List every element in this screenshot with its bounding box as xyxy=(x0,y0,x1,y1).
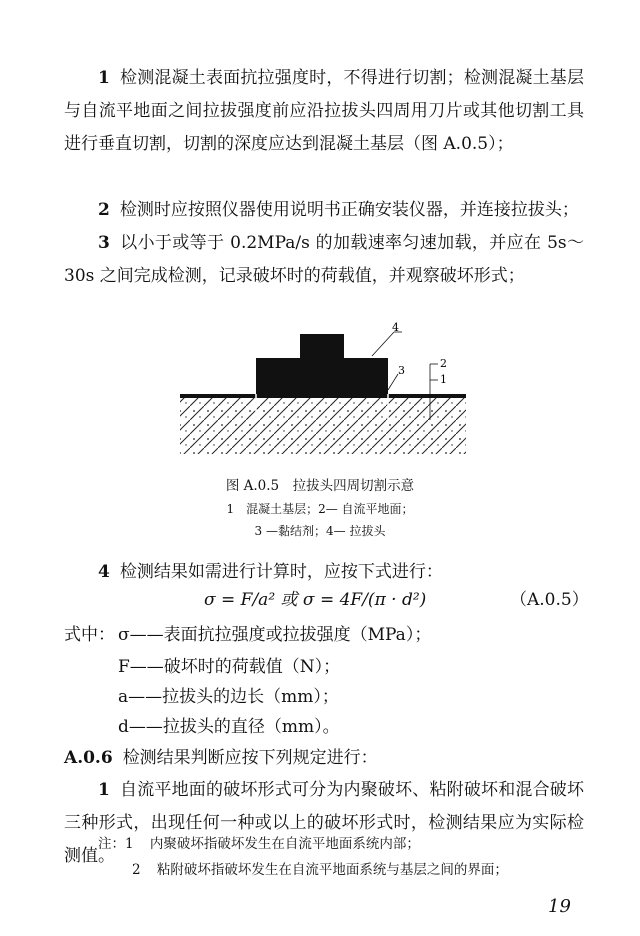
note-1 xyxy=(98,832,420,856)
clause-text: 检测结果如需进行计算时，应按下式进行： xyxy=(119,562,443,582)
definition-f: F——破坏时的荷载值（N）； xyxy=(118,657,341,677)
definition-sigma: σ——表面抗拉强度或拉拔强度（MPa）； xyxy=(118,625,432,645)
note-label: 注：1 xyxy=(98,836,134,852)
clause-number: 3 xyxy=(98,233,110,253)
clause-text: 检测混凝土表面抗拉强度时，不得进行切割；检测混凝土基层与自流平地面之间拉拔强度前应沿拉拔头四周用刀片或其他切割工具进行垂直切割，切割的深度应达到混凝土基层（图 A.0.5）； xyxy=(64,68,584,154)
figure-caption: 图 A.0.5 拉拔头四周切割示意 xyxy=(225,478,415,494)
pull-head-stem xyxy=(300,334,344,360)
where-intro: 式中： xyxy=(64,625,115,645)
note-text: 粘附破坏指破坏发生在自流平地面系统与基层之间的界面； xyxy=(156,862,508,878)
clause-number: 2 xyxy=(98,200,110,220)
formula-number: （A.0.5） xyxy=(510,590,589,610)
clause-2 xyxy=(64,194,584,227)
figure-pull-off-diagram xyxy=(176,322,476,466)
note-number: 2 xyxy=(132,862,141,878)
note-text: 内聚破坏指破坏发生在自流平地面系统内部； xyxy=(149,836,420,852)
clause-number: 1 xyxy=(98,68,110,88)
rule-text: 自流平地面的破坏形式可分为内聚破坏、粘附破坏和混合破坏三种形式，出现任何一种或以上的破坏形式时，检测结果应为实际检测值。 xyxy=(64,780,584,866)
clause-1 xyxy=(64,62,584,161)
clause-text: 检测时应按照仪器使用说明书正确安装仪器，并连接拉拔头； xyxy=(119,200,579,220)
concrete-substrate xyxy=(180,398,466,454)
section-heading xyxy=(64,743,378,773)
page-number: 19 xyxy=(548,896,571,917)
clause-text: 以小于或等于 0.2MPa/s 的加载速率匀速加载，并应在 5s～30s 之间完成检测，记录破坏时的荷载值，并观察破坏形式； xyxy=(64,233,584,286)
definition-d: d——拉拔头的直径（mm）。 xyxy=(118,717,340,737)
self-leveling-floor-layer xyxy=(180,394,466,398)
figure-legend-line-2: 3 —黏结剂；4— 拉拔头 xyxy=(254,524,386,538)
clause-3 xyxy=(64,227,584,293)
label-4: 4 xyxy=(392,322,399,334)
section-number: A.0.6 xyxy=(64,748,113,768)
label-2: 2 xyxy=(440,357,447,370)
figure-legend-line-1: 1 混凝土基层；2— 自流平地面； xyxy=(226,502,414,516)
formula: σ = F/a² 或 σ = 4F/(π · d²) xyxy=(204,590,427,610)
clause-number: 4 xyxy=(98,562,110,582)
note-2 xyxy=(132,858,508,882)
label-1: 1 xyxy=(440,373,447,386)
definition-a: a——拉拔头的边长（mm）； xyxy=(118,687,339,707)
rule-number: 1 xyxy=(98,780,110,800)
section-text: 检测结果判断应按下列规定进行： xyxy=(122,748,378,768)
label-3: 3 xyxy=(398,364,405,377)
pull-head-base xyxy=(256,358,388,394)
